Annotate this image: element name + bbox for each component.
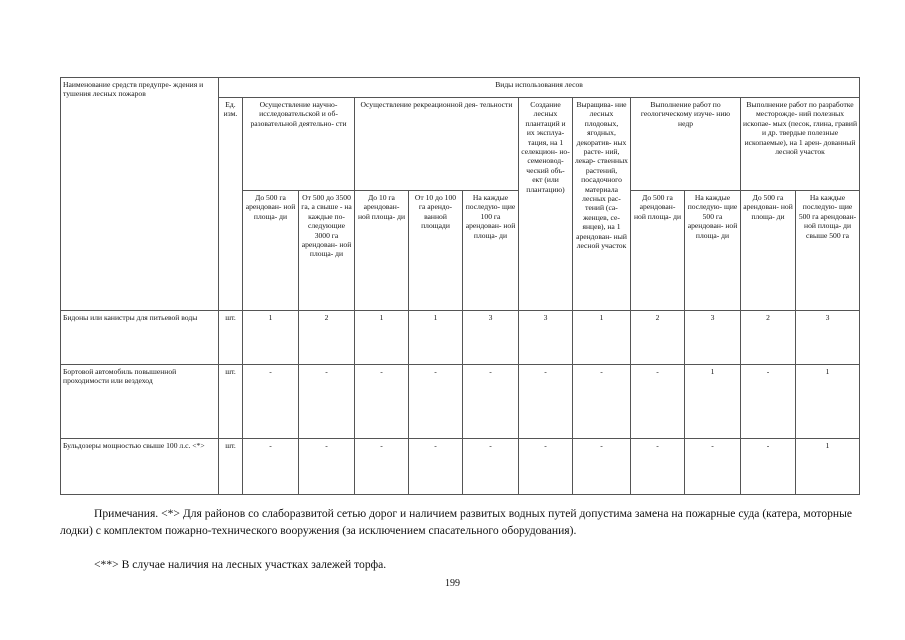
subheader-cell: От 500 до 3500 га, а свыше - на каждые по- следующие 3000 га арендован- ной площа- ди [299,191,355,311]
header-forest-use-types: Виды использования лесов [219,78,860,98]
table-cell: 2 [741,311,796,365]
table-cell: 3 [796,311,860,365]
table-cell: 2 [299,311,355,365]
note-paragraph: <**> В случае наличия на лесных участках залежей торфа. [94,558,387,571]
table-cell: 1 [409,311,463,365]
forest-fire-equipment-table [60,77,860,495]
header-plant-growing: Выращива- ние лесных плодовых, ягодных, декоратив- ных расте- ний, лекар- ственных растений, посадочного материала лесных рас- тений (са- женцев, се- янцев), на 1 арендован- ный лесной участок [573,98,631,311]
table-cell: - [409,365,463,439]
header-research-activity: Осуществление научно- исследовательской и об- разовательной деятельно- сти [243,98,355,191]
row-equipment-name: Бульдозеры мощностью свыше 100 л.с. <*> [61,439,219,495]
table-cell: 1 [685,365,741,439]
subheader-cell: До 10 га арендован- ной площа- ди [355,191,409,311]
subheader-cell: До 500 га арендован- ной площа- ди [631,191,685,311]
table-cell: 1 [573,311,631,365]
row-unit: шт. [219,439,243,495]
table-header-row [61,78,860,98]
table-cell: 3 [685,311,741,365]
subheader-cell: На каждые последую- щие 500 га арендован- ной площа- ди свыше 500 га [796,191,860,311]
table-cell: - [631,439,685,495]
table-cell: 1 [796,365,860,439]
row-equipment-name: Бидоны или канистры для питьевой воды [61,311,219,365]
table-cell: - [243,439,299,495]
table-cell: - [463,365,519,439]
table-cell: - [463,439,519,495]
subheader-cell: До 500 га арендован- ной площа- ди [243,191,299,311]
table-row [61,311,860,365]
table-row [61,365,860,439]
note-paragraph: Примечания. <*> Для районов со слаборазвитой сетью дорог и наличием развитых водных путей допустима замена на пожарные суда (катера, моторные лодки) с комплектом пожарно-технического вооружения (за исключением спасательного оборудования). [60,507,853,537]
header-recreation-activity: Осуществление рекреационной дея- тельности [355,98,519,191]
table-cell: - [299,365,355,439]
subheader-cell: На каждые последую- щие 100 га арендован- ной площа- ди [463,191,519,311]
table-cell: - [741,439,796,495]
table-cell: 1 [355,311,409,365]
table-cell: - [355,439,409,495]
header-unit: Ед. изм. [219,98,243,311]
notes-section [60,505,860,573]
table-cell: - [573,365,631,439]
table-cell: 2 [631,311,685,365]
table-cell: - [519,365,573,439]
table-cell: - [409,439,463,495]
header-geological-survey: Выполнение работ по геологическому изуче- нию недр [631,98,741,191]
subheader-cell: От 10 до 100 га арендо- ванной площади [409,191,463,311]
table-cell: 1 [796,439,860,495]
table-row [61,439,860,495]
row-unit: шт. [219,311,243,365]
table-cell: - [685,439,741,495]
header-equipment-name: Наименование средств предупре- ждения и тушения лесных пожаров [61,78,219,311]
page-number: 199 [445,578,460,589]
subheader-cell: До 500 га арендован- ной площа- ди [741,191,796,311]
header-forest-plantations: Создание лесных плантаций и их эксплуа- тация, на 1 селекцион- но- семеновод- ческий объ- ект (или плантацию) [519,98,573,311]
table-cell: 1 [243,311,299,365]
table-cell: - [573,439,631,495]
table-cell: - [519,439,573,495]
table-cell: - [243,365,299,439]
row-equipment-name: Бортовой автомобиль повышенной проходимости или вездеход [61,365,219,439]
table-cell: - [741,365,796,439]
subheader-cell: На каждые последую- щие 500 га арендован- ной площа- ди [685,191,741,311]
table-cell: - [355,365,409,439]
header-mineral-extraction: Выполнение работ по разработке месторожде- ний полезных ископае- мых (песок, глина, гравий и др. твердые полезные ископаемые), на 1 арен- дованный лесной участок [741,98,860,191]
table-cell: - [299,439,355,495]
table-cell: - [631,365,685,439]
table-cell: 3 [519,311,573,365]
row-unit: шт. [219,365,243,439]
table-cell: 3 [463,311,519,365]
